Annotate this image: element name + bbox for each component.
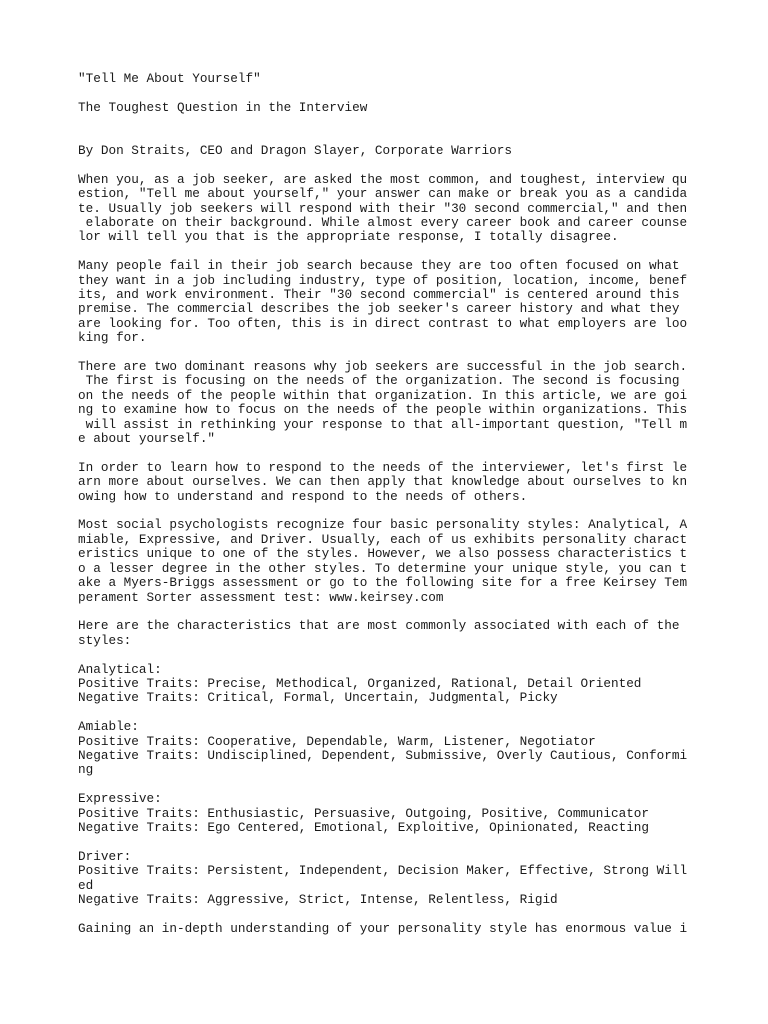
paragraph-2: Many people fail in their job search because they are too often focused on what they want in a job including industry, type of position, location, income, benef its, and work environment. Their "30 second commercial" is centered around this premise. The commercial describes the job seeker's career history and what they are looking for. Too often, this is in direct contrast to what employers are loo king for. xyxy=(78,258,688,346)
negative-traits: Negative Traits: Undisciplined, Dependent, Submissive, Overly Cautious, Conformi ng xyxy=(78,747,688,778)
style-amiable xyxy=(78,720,718,778)
negative-traits: Negative Traits: Critical, Formal, Uncertain, Judgmental, Picky xyxy=(78,690,558,706)
negative-traits: Negative Traits: Aggressive, Strict, Intense, Relentless, Rigid xyxy=(78,891,558,907)
style-expressive xyxy=(78,792,718,835)
positive-traits: Positive Traits: Precise, Methodical, Organized, Rational, Detail Oriented xyxy=(78,675,642,691)
paragraph-7: Gaining an in-depth understanding of your personality style has enormous value i xyxy=(78,920,688,936)
paragraph-1: When you, as a job seeker, are asked the most common, and toughest, interview qu estion, "Tell me about yourself," your answer can make or break you as a candida te. Usually job seekers will respond with their "30 second commercial," and then elaborate on their background. While almost every career book and career counse lor will tell you that is the appropriate response, I totally disagree. xyxy=(78,171,688,245)
positive-traits: Positive Traits: Cooperative, Dependable, Warm, Listener, Negotiator xyxy=(78,733,596,749)
byline: By Don Straits, CEO and Dragon Slayer, Corporate Warriors xyxy=(78,143,512,158)
style-driver xyxy=(78,850,718,908)
style-name: Expressive: xyxy=(78,791,162,807)
style-name: Amiable: xyxy=(78,719,139,735)
document-subtitle: The Toughest Question in the Interview xyxy=(78,99,368,115)
paragraph-3: There are two dominant reasons why job seekers are successful in the job search. The first is focusing on the needs of the organization. The second is focusing on the needs of the people within that organization. In this article, we are goi ng to examine how to focus on the needs of the people within organizations. This will assist in rethinking your response to that all-important question, "Tell m e about yourself." xyxy=(78,359,688,447)
positive-traits: Positive Traits: Enthusiastic, Persuasive, Outgoing, Positive, Communicator xyxy=(78,805,650,821)
style-name: Driver: xyxy=(78,848,132,864)
positive-traits: Positive Traits: Persistent, Independent, Decision Maker, Effective, Strong Will ed xyxy=(78,863,688,893)
paragraph-4: In order to learn how to respond to the needs of the interviewer, let's first le arn more about ourselves. We can then apply that knowledge about ourselves to kn owing how to understand and respond to the needs of others. xyxy=(78,459,688,504)
style-analytical xyxy=(78,663,718,706)
style-name: Analytical: xyxy=(78,661,162,677)
document-page xyxy=(78,72,718,936)
paragraph-5: Most social psychologists recognize four basic personality styles: Analytical, A miable, Expressive, and Driver. Usually, each of us exhibits personality charact eristics unique to one of the styles. However, we also possess characteristics t o a lesser degree in the other styles. To determine your unique style, you can t ake a Myers-Briggs assessment or go to the following site for a free Keirsey Tem perament Sorter assessment test: www.keirsey.com xyxy=(78,517,688,605)
negative-traits: Negative Traits: Ego Centered, Emotional, Exploitive, Opinionated, Reacting xyxy=(78,819,650,835)
paragraph-6: Here are the characteristics that are most commonly associated with each of the styles: xyxy=(78,618,680,648)
document-title: "Tell Me About Yourself" xyxy=(78,71,261,86)
